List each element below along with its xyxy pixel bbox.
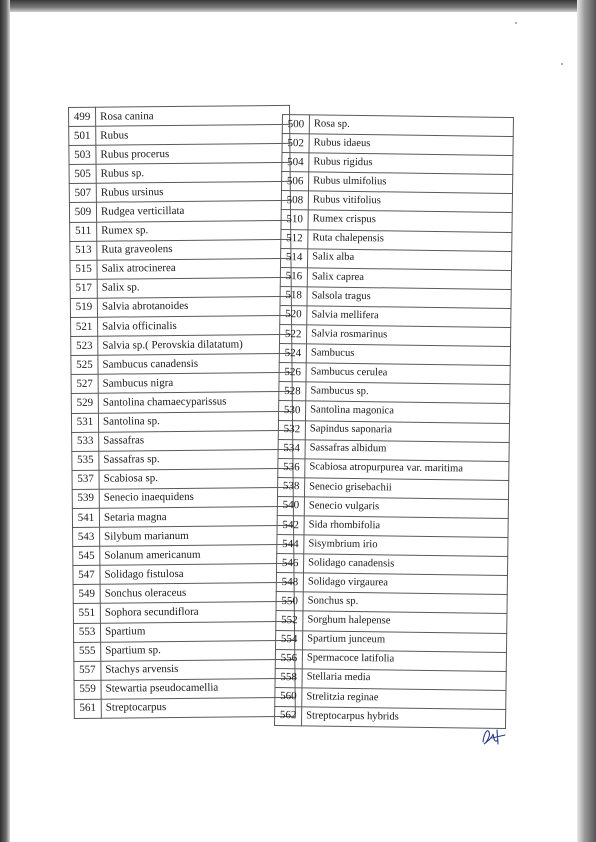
species-name: Solidago fistulosa	[100, 564, 294, 585]
species-number: 518	[280, 286, 307, 305]
species-number: 542	[277, 515, 304, 534]
species-name: Sambucus nigra	[98, 373, 292, 394]
species-number: 543	[73, 527, 100, 546]
left-table-row	[72, 506, 293, 527]
species-name: Ruta graveolens	[97, 239, 291, 260]
species-name: Rumex crispus	[308, 210, 512, 232]
species-number: 527	[71, 375, 98, 394]
species-name: Salix alba	[307, 249, 511, 271]
species-name: Ruta chalepensis	[308, 229, 512, 251]
species-number: 541	[72, 508, 99, 527]
species-number: 555	[74, 642, 101, 661]
species-number: 512	[281, 229, 308, 248]
species-name: Sambucus sp.	[306, 382, 510, 404]
species-number: 558	[275, 668, 302, 687]
species-number: 545	[73, 546, 100, 565]
species-name: Senecio inaequidens	[99, 487, 293, 508]
species-name: Rubus ursinus	[96, 182, 290, 203]
species-number: 509	[69, 203, 96, 222]
species-name: Sambucus canadensis	[98, 354, 292, 375]
left-table-row	[71, 315, 292, 336]
species-number: 535	[72, 451, 99, 470]
species-number: 561	[74, 699, 101, 718]
species-number: 499	[69, 107, 96, 126]
species-number: 526	[279, 363, 306, 382]
species-name: Santolina sp.	[98, 411, 292, 432]
left-table-row	[72, 430, 293, 451]
species-name: Sophora secundiflora	[100, 602, 294, 623]
left-table-row	[71, 373, 292, 394]
species-name: Salvia mellifera	[307, 306, 511, 328]
species-number: 538	[277, 477, 304, 496]
species-number: 506	[281, 172, 308, 191]
species-number: 552	[276, 611, 303, 630]
species-number: 553	[73, 623, 100, 642]
species-name: Salsola tragus	[307, 287, 511, 309]
species-name: Santolina chamaecyparissus	[98, 392, 292, 413]
left-table-row	[70, 258, 291, 279]
left-table-row	[69, 182, 290, 203]
species-number: 556	[275, 649, 302, 668]
species-number: 502	[282, 134, 309, 153]
species-name: Rubus idaeus	[309, 134, 513, 156]
scan-speck	[561, 63, 563, 65]
species-name: Salix sp.	[97, 277, 291, 298]
species-name: Sonchus sp.	[303, 592, 507, 614]
species-number: 514	[280, 248, 307, 267]
species-number: 508	[281, 191, 308, 210]
species-name: Solanum americanum	[100, 545, 294, 566]
species-name: Sassafras sp.	[99, 449, 293, 470]
species-number: 559	[74, 680, 101, 699]
left-table-row	[69, 201, 290, 222]
left-table-row	[70, 239, 291, 260]
left-table-row	[73, 564, 294, 585]
species-name: Rubus	[96, 124, 290, 145]
species-name: Silybum marianum	[100, 525, 294, 546]
left-table-row	[74, 659, 295, 680]
species-number: 546	[276, 554, 303, 573]
left-table-row	[74, 697, 295, 718]
left-table-row	[70, 220, 291, 241]
species-number: 533	[72, 432, 99, 451]
species-name: Senecio vulgaris	[304, 497, 508, 519]
species-name: Rubus sp.	[96, 163, 290, 184]
species-number: 523	[71, 336, 98, 355]
species-name: Rudgea verticillata	[96, 201, 290, 222]
left-table-row	[71, 392, 292, 413]
species-name: Salvia rosmarinus	[306, 325, 510, 347]
left-table-row	[73, 525, 294, 546]
right-table-row	[274, 706, 505, 728]
left-table-row	[69, 144, 290, 165]
species-number: 519	[70, 298, 97, 317]
species-name: Solidago canadensis	[303, 554, 507, 576]
species-number: 532	[278, 420, 305, 439]
species-number: 530	[278, 401, 305, 420]
species-number: 520	[280, 305, 307, 324]
species-number: 540	[277, 496, 304, 515]
species-name: Rumex sp.	[97, 220, 291, 241]
left-table-row	[71, 411, 292, 432]
species-table-right	[274, 114, 514, 729]
species-number: 560	[275, 687, 302, 706]
species-name: Salvia sp.( Perovskia dilatatum)	[98, 334, 292, 355]
scan-speck	[515, 22, 517, 24]
species-name: Sassafras albidum	[305, 439, 509, 461]
species-number: 517	[70, 279, 97, 298]
species-number: 507	[69, 184, 96, 203]
species-name: Scabiosa sp.	[99, 468, 293, 489]
left-table-row	[72, 449, 293, 470]
species-table-left-body	[69, 105, 296, 718]
species-number: 516	[280, 267, 307, 286]
species-number: 528	[279, 382, 306, 401]
species-name: Strelitzia reginae	[302, 688, 506, 710]
species-table-left	[68, 105, 296, 719]
scan-edge-right	[577, 0, 596, 842]
species-number: 500	[282, 115, 309, 134]
species-number: 524	[279, 344, 306, 363]
left-table-row	[74, 678, 295, 699]
left-table-row	[74, 640, 295, 661]
scan-edge-top	[0, 0, 596, 12]
species-number: 529	[71, 394, 98, 413]
species-number: 522	[279, 325, 306, 344]
species-name: Sapindus saponaria	[305, 420, 509, 442]
species-name: Spermacoce latifolia	[302, 649, 506, 671]
species-name: Scabiosa atropurpurea var. maritima	[305, 459, 509, 481]
species-name: Stewartia pseudocamellia	[101, 678, 295, 699]
species-number: 503	[69, 145, 96, 164]
species-number: 505	[69, 165, 96, 184]
left-table-row	[70, 296, 291, 317]
left-table-row	[71, 354, 292, 375]
species-name: Rubus vitifolius	[308, 191, 512, 213]
left-table-row	[69, 124, 290, 145]
species-name: Sorghum halepense	[303, 611, 507, 633]
left-table-row	[73, 602, 294, 623]
species-number: 547	[73, 565, 100, 584]
species-number: 536	[278, 458, 305, 477]
species-table-right-body	[274, 115, 513, 729]
species-number: 504	[282, 153, 309, 172]
species-number: 539	[72, 489, 99, 508]
left-table-row	[72, 468, 293, 489]
species-name: Salix caprea	[307, 268, 511, 290]
species-name: Sambucus	[306, 344, 510, 366]
species-name: Spartium junceum	[302, 630, 506, 652]
species-number: 557	[74, 661, 101, 680]
species-name: Salvia officinalis	[98, 315, 292, 336]
species-name: Setaria magna	[99, 506, 293, 527]
species-number: 537	[72, 470, 99, 489]
species-number: 521	[71, 317, 98, 336]
species-number: 501	[69, 126, 96, 145]
left-table-row	[70, 277, 291, 298]
species-number: 544	[277, 535, 304, 554]
species-number: 511	[70, 222, 97, 241]
species-name: Streptocarpus hybrids	[301, 707, 505, 729]
left-table-row	[72, 487, 293, 508]
species-name: Salix atrocinerea	[97, 258, 291, 279]
left-table-row	[73, 583, 294, 604]
species-number: 534	[278, 439, 305, 458]
species-name: Sida rhombifolia	[304, 516, 508, 538]
signature-icon	[478, 724, 508, 748]
species-name: Senecio grisebachii	[304, 478, 508, 500]
species-name: Spartium	[100, 621, 294, 642]
species-number: 549	[73, 585, 100, 604]
species-name: Rosa canina	[96, 105, 290, 126]
left-table-row	[73, 545, 294, 566]
species-name: Rubus procerus	[96, 144, 290, 165]
species-name: Stachys arvensis	[101, 659, 295, 680]
species-number: 562	[274, 706, 301, 725]
species-name: Sambucus cerulea	[306, 363, 510, 385]
species-name: Rubus ulmifolius	[308, 172, 512, 194]
species-name: Salvia abrotanoides	[97, 296, 291, 317]
scan-edge-left	[0, 0, 10, 842]
species-name: Spartium sp.	[101, 640, 295, 661]
species-number: 531	[71, 413, 98, 432]
species-name: Solidago virgaurea	[303, 573, 507, 595]
species-number: 515	[70, 260, 97, 279]
species-name: Sonchus oleraceus	[100, 583, 294, 604]
species-number: 554	[275, 630, 302, 649]
species-number: 510	[281, 210, 308, 229]
species-name: Sisymbrium irio	[304, 535, 508, 557]
species-number: 550	[276, 592, 303, 611]
species-name: Streptocarpus	[101, 697, 295, 718]
species-name: Stellaria media	[302, 669, 506, 691]
species-name: Santolina magonica	[305, 401, 509, 423]
species-number: 513	[70, 241, 97, 260]
left-table-row	[71, 334, 292, 355]
species-number: 548	[276, 573, 303, 592]
left-table-row	[69, 163, 290, 184]
species-name: Rubus rigidus	[309, 153, 513, 175]
species-number: 525	[71, 355, 98, 374]
species-name: Rosa sp.	[309, 115, 513, 137]
species-number: 551	[73, 604, 100, 623]
species-name: Sassafras	[99, 430, 293, 451]
left-table-row	[73, 621, 294, 642]
left-table-row	[69, 105, 290, 126]
